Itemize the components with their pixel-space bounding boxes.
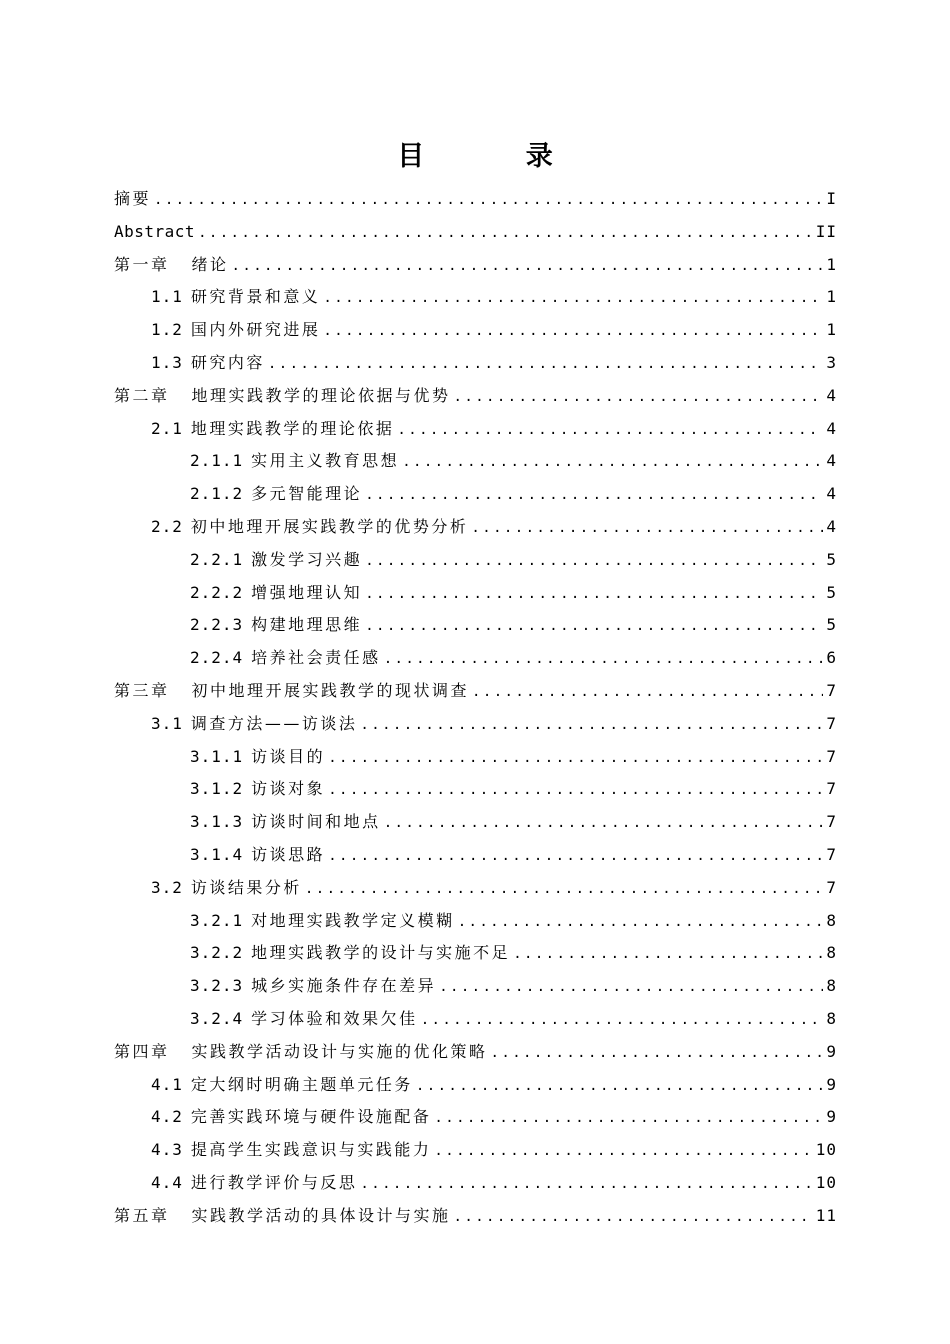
toc-entry-number: 第二章 [114,385,170,405]
toc-leader-dots [328,774,823,807]
toc-leader-dots [416,1070,823,1103]
toc-entry-page-number: 10 [815,1140,837,1160]
toc-entry-number: 3.2.2 [190,943,244,963]
toc-entry[interactable] [114,347,837,380]
toc-entry-title: 摘要 [114,189,152,208]
toc-entry-number: 3.1.2 [190,779,244,799]
toc-entry[interactable] [114,1036,837,1069]
toc-entry-number: 2.1.2 [190,484,244,504]
toc-entry[interactable] [114,675,837,708]
toc-entry-number: 第五章 [114,1205,170,1225]
toc-entry-page-number: 7 [826,713,837,733]
toc-entry-page-number: 8 [826,910,837,930]
toc-entry-title: 构建地理思维 [251,615,363,635]
toc-entry-number: 4.3 [151,1140,183,1160]
toc-entry-number: 4.1 [151,1074,183,1094]
toc-leader-dots [154,184,823,217]
toc-entry[interactable] [114,314,837,347]
toc-entry[interactable] [114,741,837,774]
toc-entry-title: 进行教学评价与反思 [190,1172,358,1192]
toc-entry[interactable] [114,642,837,675]
toc-entry-title: 增强地理认知 [251,582,363,602]
toc-entry-page-number: 4 [826,418,837,438]
toc-leader-dots [323,315,823,348]
toc-entry-title: 完善实践环境与硬件设施配备 [190,1107,432,1127]
toc-entry-number: 2.2.4 [190,648,244,668]
toc-entry-title: 地理实践教学的理论依据 [190,418,395,438]
toc-leader-dots [384,807,824,840]
toc-entry[interactable] [114,544,837,577]
toc-leader-dots [328,840,823,873]
toc-leader-dots [472,676,823,709]
toc-entry-number: 1.3 [151,352,183,372]
toc-entry-title: 地理实践教学的理论依据与优势 [191,385,451,405]
toc-entry-number: 第三章 [114,680,170,700]
toc-entry-title: 初中地理开展实践教学的优势分析 [190,516,469,536]
toc-entry-page-number: 9 [826,1074,837,1094]
toc-leader-dots [232,250,824,283]
toc-entry[interactable] [114,1200,837,1233]
toc-entry-title: 提高学生实践意识与实践能力 [190,1140,432,1160]
toc-entry-page-number: 7 [826,844,837,864]
toc-leader-dots [365,479,823,512]
toc-entry-page-number: 10 [815,1172,837,1192]
toc-entry[interactable] [114,249,837,282]
toc-entry-page-number: 1 [826,254,837,274]
toc-leader-dots [365,545,823,578]
toc-entry[interactable] [114,478,837,511]
toc-entry-title: 研究背景和意义 [190,287,321,307]
toc-entry-title: 调查方法——访谈法 [190,713,358,733]
toc-entry-number: 3.1.4 [190,844,244,864]
toc-entry-title: 访谈目的 [251,746,326,766]
toc-leader-dots [365,578,823,611]
toc-entry[interactable] [114,708,837,741]
toc-entry[interactable] [114,1069,837,1102]
toc-entry-page-number: 1 [826,287,837,307]
toc-leader-dots [513,938,823,971]
toc-entry[interactable] [114,970,837,1003]
toc-entry[interactable] [114,445,837,478]
toc-entry-title: 地理实践教学的设计与实施不足 [251,943,511,963]
toc-entry-page-number: 3 [826,352,837,372]
toc-leader-dots [491,1037,824,1070]
toc-entry[interactable] [114,839,837,872]
toc-entry-page-number: 7 [826,877,837,897]
toc-entry-number: 3.2 [151,877,183,897]
toc-entry-title: 访谈时间和地点 [251,812,381,832]
toc-entry-page-number: 9 [826,1107,837,1127]
toc-entry-page-number: 4 [826,451,837,471]
toc-leader-dots [421,1004,824,1037]
toc-entry-page-number: 7 [826,779,837,799]
toc-leader-dots [454,381,824,414]
toc-entry-title: 定大纲时明确主题单元任务 [190,1074,413,1094]
toc-entry-title: 绪论 [191,254,229,274]
toc-leader-dots [384,643,824,676]
toc-entry-page-number: 4 [826,484,837,504]
toc-entry[interactable] [114,216,837,249]
toc-entry-page-number: 6 [826,648,837,668]
toc-entry-title: 对地理实践教学定义模糊 [251,910,455,930]
toc-entry[interactable] [114,905,837,938]
toc-entry-title: 国内外研究进展 [190,320,321,340]
toc-entry-number: 4.2 [151,1107,183,1127]
toc-entry[interactable] [114,380,837,413]
toc-entry-page-number: 4 [826,516,837,536]
toc-leader-dots [439,971,823,1004]
toc-leader-dots [198,217,813,250]
toc-leader-dots [397,414,823,447]
toc-entry-number: 2.1.1 [190,451,244,471]
toc-entry-title: 多元智能理论 [251,484,363,504]
toc-leader-dots [454,1201,813,1234]
toc-entry[interactable] [114,1003,837,1036]
toc-entry[interactable] [114,773,837,806]
toc-leader-dots [328,742,823,775]
toc-entry-number: 第四章 [114,1041,170,1061]
toc-entry-number: 3.2.3 [190,976,244,996]
toc-entry-number: 1.1 [151,287,183,307]
toc-entry-number: 2.2.3 [190,615,244,635]
toc-entry[interactable] [114,806,837,839]
toc-entry-number: 3.2.4 [190,1008,244,1028]
toc-entry-title: Abstract [114,221,196,241]
toc-leader-dots [365,610,823,643]
toc-entry-page-number: 1 [826,320,837,340]
toc-entry-title: 培养社会责任感 [251,648,381,668]
toc-entry-page-number: 8 [826,976,837,996]
toc-entry-number: 3.1.3 [190,812,244,832]
toc-leader-dots [458,906,824,939]
toc-entry-page-number: 7 [826,812,837,832]
toc-entry-number: 4.4 [151,1172,183,1192]
toc-leader-dots [268,348,823,381]
toc-entry-title: 访谈对象 [251,779,326,799]
toc-entry-page-number: 5 [826,615,837,635]
toc-entry-number: 3.2.1 [190,910,244,930]
toc-entry-page-number: 4 [826,385,837,405]
toc-entry[interactable] [114,1101,837,1134]
toc-entry[interactable] [114,1167,837,1200]
toc-entry-number: 3.1.1 [190,746,244,766]
toc-entry-number: 3.1 [151,713,183,733]
toc-entry-number: 2.2.2 [190,582,244,602]
toc-leader-dots [434,1102,823,1135]
toc-entry-title: 实践教学活动设计与实施的优化策略 [191,1041,488,1061]
toc-leader-dots [323,282,823,315]
toc-leader-dots [360,1168,812,1201]
toc-entry-page-number: 11 [815,1205,837,1225]
toc-entry-number: 2.2 [151,516,183,536]
toc-entry[interactable] [114,183,837,216]
toc-entry[interactable] [114,413,837,446]
table-of-contents [114,183,837,1233]
toc-entry-page-number: II [815,221,837,241]
toc-entry-title: 初中地理开展实践教学的现状调查 [191,680,470,700]
toc-entry-title: 学习体验和效果欠佳 [251,1008,418,1028]
toc-entry[interactable] [114,609,837,642]
toc-entry-page-number: 9 [826,1041,837,1061]
toc-entry-number: 第一章 [114,254,170,274]
toc-entry-number: 2.2.1 [190,549,244,569]
toc-leader-dots [434,1135,812,1168]
toc-entry-title: 实践教学活动的具体设计与实施 [191,1205,451,1225]
toc-entry[interactable] [114,577,837,610]
toc-entry[interactable] [114,281,837,314]
toc-entry-page-number: 5 [826,582,837,602]
toc-leader-dots [471,512,823,545]
toc-entry-number: 2.1 [151,418,183,438]
toc-entry-page-number: 5 [826,549,837,569]
toc-entry-page-number: 7 [826,746,837,766]
toc-entry-title: 城乡实施条件存在差异 [251,976,437,996]
toc-entry[interactable] [114,1134,837,1167]
toc-leader-dots [360,709,823,742]
toc-entry-page-number: 8 [826,1008,837,1028]
toc-entry-page-number: 7 [826,680,837,700]
toc-leader-dots [402,446,823,479]
toc-leader-dots [305,873,823,906]
toc-entry-title: 访谈结果分析 [190,877,302,897]
toc-entry-number: 1.2 [151,320,183,340]
toc-entry-title: 实用主义教育思想 [251,451,400,471]
page-title: 目 录 [397,141,599,172]
toc-entry-title: 激发学习兴趣 [251,549,363,569]
toc-entry[interactable] [114,937,837,970]
toc-entry-page-number: 8 [826,943,837,963]
toc-entry-page-number: I [826,189,837,208]
toc-entry-title: 访谈思路 [251,844,326,864]
toc-entry[interactable] [114,872,837,905]
toc-entry[interactable] [114,511,837,544]
toc-entry-title: 研究内容 [190,352,265,372]
